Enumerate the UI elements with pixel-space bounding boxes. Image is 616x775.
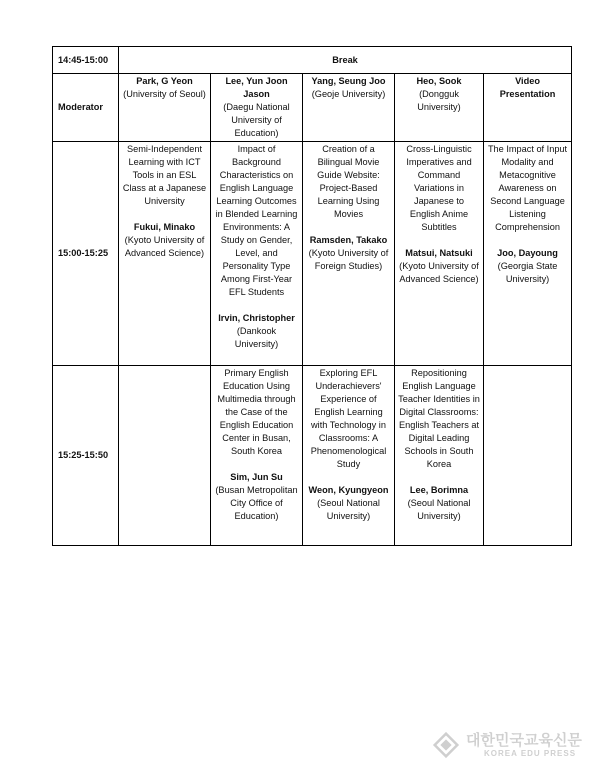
session-cell-empty bbox=[484, 366, 572, 546]
break-time: 14:45-15:00 bbox=[53, 47, 119, 74]
moderator-cell: Park, G Yeon (University of Seoul) bbox=[119, 74, 211, 142]
moderator-cell: Yang, Seung Joo (Geoje University) bbox=[303, 74, 395, 142]
session-cell: Repositioning English Language Teacher Identities in Digital Classrooms: English Teachers at Digital Leading Schools in South Korea Lee, Borimna (Seoul National University) bbox=[395, 366, 484, 546]
session-row-2 bbox=[53, 366, 572, 546]
moderator-row bbox=[53, 74, 572, 142]
session-cell: Primary English Education Using Multimedia through the Case of the English Education Center in Busan, South Korea Sim, Jun Su (Busan Metropolitan City Office of Education) bbox=[211, 366, 303, 546]
session-cell: The Impact of Input Modality and Metacognitive Awareness on Second Language Listening Comprehension Joo, Dayoung (Georgia State University) bbox=[484, 142, 572, 366]
press-logo-icon bbox=[432, 731, 460, 759]
watermark bbox=[432, 727, 602, 763]
moderator-cell: Lee, Yun Joon Jason (Daegu National University of Education) bbox=[211, 74, 303, 142]
schedule-table bbox=[52, 46, 572, 546]
break-label: Break bbox=[119, 47, 572, 74]
session-cell: Exploring EFL Underachievers' Experience of English Learning with Technology in Classrooms: A Phenomenological Study Weon, Kyungyeon (Seoul National University) bbox=[303, 366, 395, 546]
watermark-korean: 대한민국교육신문 bbox=[466, 731, 582, 749]
break-row bbox=[53, 47, 572, 74]
moderator-label: Moderator bbox=[53, 74, 119, 142]
session-row-1 bbox=[53, 142, 572, 366]
session-cell-empty bbox=[119, 366, 211, 546]
moderator-cell: Heo, Sook (Dongguk University) bbox=[395, 74, 484, 142]
session-cell: Creation of a Bilingual Movie Guide Website: Project-Based Learning Using Movies Ramsden, Takako (Kyoto University of Foreign Studies) bbox=[303, 142, 395, 366]
session-cell: Cross-Linguistic Imperatives and Command Variations in Japanese to English Anime Subtitles Matsui, Natsuki (Kyoto University of Advanced Science) bbox=[395, 142, 484, 366]
session-time: 15:25-15:50 bbox=[53, 366, 119, 546]
moderator-cell: Video Presentation bbox=[484, 74, 572, 142]
session-cell: Impact of Background Characteristics on English Language Learning Outcomes in Blended Learning Environments: A Study on Gender, Level, and Personality Type Among First-Year EFL Students Irvin, Christopher (Dankook University) bbox=[211, 142, 303, 366]
session-time: 15:00-15:25 bbox=[53, 142, 119, 366]
session-cell: Semi-Independent Learning with ICT Tools in an ESL Class at a Japanese University Fukui, Minako (Kyoto University of Advanced Science) bbox=[119, 142, 211, 366]
watermark-english: KOREA EDU PRESS bbox=[484, 749, 577, 758]
